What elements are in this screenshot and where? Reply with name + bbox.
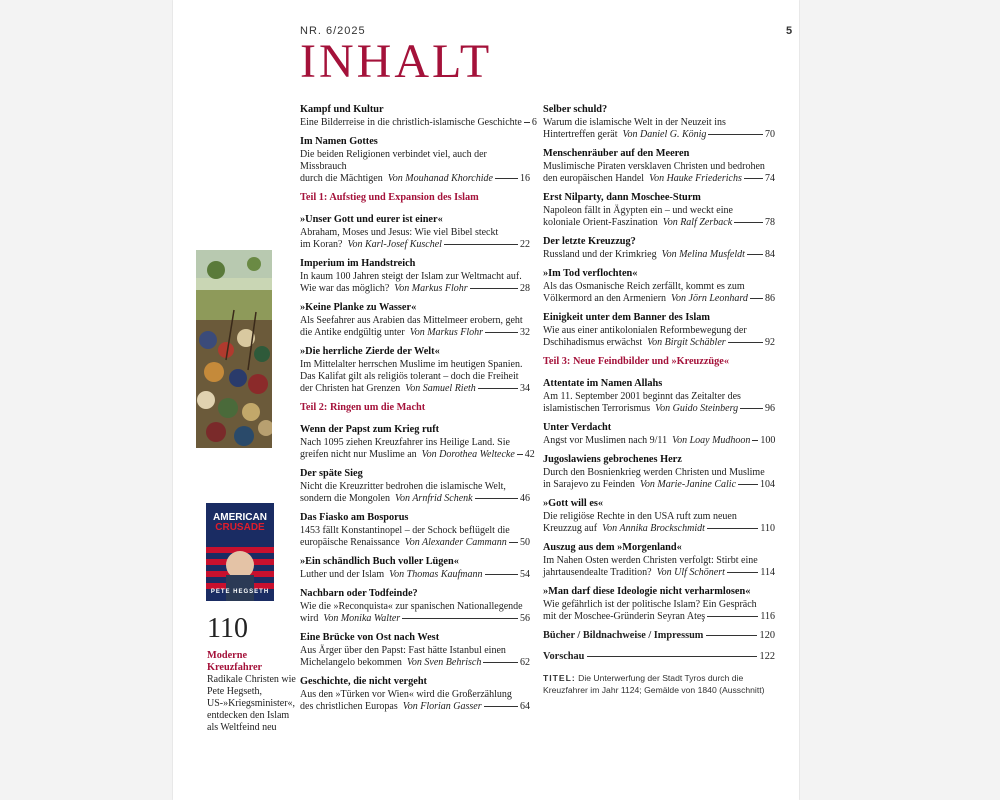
entry-teaser-end: sondern die Mongolen bbox=[300, 493, 390, 504]
entry-teaser-end: der Christen hat Grenzen bbox=[300, 383, 401, 394]
painting-image bbox=[196, 250, 272, 448]
toc-entry[interactable] bbox=[543, 268, 775, 305]
leader-rule bbox=[706, 635, 756, 636]
entry-last-line bbox=[300, 493, 530, 505]
entry-last-line bbox=[543, 173, 775, 185]
leader-rule bbox=[752, 440, 758, 441]
entry-page: 32 bbox=[520, 327, 530, 338]
entry-teaser-end: europäische Renaissance bbox=[300, 537, 400, 548]
entry-last-line bbox=[300, 701, 530, 713]
entry-author: Von Ulf Schönert bbox=[656, 567, 725, 578]
leader-rule bbox=[402, 618, 518, 619]
cover-title-line2: CRUSADE bbox=[215, 522, 265, 533]
toc-entry[interactable] bbox=[300, 104, 537, 129]
leader-rule bbox=[740, 408, 763, 409]
entry-author: Von Thomas Kaufmann bbox=[389, 569, 483, 580]
leader-rule bbox=[708, 134, 763, 135]
entry-last-line bbox=[300, 537, 530, 549]
cover-author: PETE HEGSETH bbox=[210, 589, 270, 595]
entry-teaser-end: greifen nicht nur Muslime an bbox=[300, 449, 417, 460]
entry-description: Napoleon fällt in Ägypten ein – und weckt eine bbox=[543, 205, 733, 216]
feature-page-number: 110 bbox=[207, 613, 248, 644]
entry-heading: »Man darf diese Ideologie nicht verharmlosen« bbox=[543, 586, 751, 597]
toc-entry[interactable] bbox=[300, 556, 530, 581]
book-cover bbox=[206, 503, 274, 601]
section-heading: Teil 3: Neue Feindbilder und »Kreuzzüge« bbox=[543, 356, 730, 367]
entry-heading: »Im Tod verflochten« bbox=[543, 268, 638, 279]
entry-heading: Geschichte, die nicht vergeht bbox=[300, 676, 427, 687]
entry-page: 92 bbox=[765, 337, 775, 348]
leader-rule bbox=[738, 484, 758, 485]
entry-page: 74 bbox=[765, 173, 775, 184]
entry-page: 54 bbox=[520, 569, 530, 580]
entry-teaser-end: Kreuzzug auf bbox=[543, 523, 598, 534]
leader-rule bbox=[470, 288, 518, 289]
entry-author: Von Marie-Janine Calic bbox=[639, 479, 737, 490]
toc-entry[interactable] bbox=[300, 676, 530, 713]
leader-rule bbox=[485, 574, 519, 575]
entry-page: 62 bbox=[520, 657, 530, 668]
entry-author: Von Daniel G. König bbox=[622, 129, 707, 140]
entry-heading: Wenn der Papst zum Krieg ruft bbox=[300, 424, 440, 435]
leader-rule bbox=[517, 454, 523, 455]
page-title: INHALT bbox=[300, 35, 493, 88]
entry-teaser-end: Hintertreffen gerät bbox=[543, 129, 618, 140]
entry-author: Von Ralf Zerback bbox=[662, 217, 733, 228]
leader-rule bbox=[707, 528, 758, 529]
entry-author: Von Arnfrid Schenk bbox=[395, 493, 473, 504]
entry-teaser-end: Angst vor Muslimen nach 9/11 bbox=[543, 435, 668, 446]
entry-page: 34 bbox=[520, 383, 530, 394]
page-number: 5 bbox=[786, 25, 793, 37]
toc-entry[interactable] bbox=[543, 104, 775, 141]
entry-last-line bbox=[543, 129, 775, 141]
entry-heading: Im Namen Gottes bbox=[300, 136, 378, 147]
entry-last-line bbox=[543, 217, 775, 229]
entry-description: Wie die »Reconquista« zur spanischen Nationallegende bbox=[300, 601, 523, 612]
entry-last-line bbox=[543, 403, 775, 415]
entry-heading: »Keine Planke zu Wasser« bbox=[300, 302, 417, 313]
toc-right-column bbox=[543, 104, 775, 696]
toc-entry[interactable] bbox=[543, 192, 775, 229]
entry-author: Von Sven Behrisch bbox=[406, 657, 482, 668]
leader-rule bbox=[444, 244, 518, 245]
entry-page: 122 bbox=[759, 651, 775, 662]
section-heading: Teil 2: Ringen um die Macht bbox=[300, 402, 426, 413]
entry-page: 28 bbox=[520, 283, 530, 294]
entry-description: Durch den Bosnienkrieg werden Christen und Muslime bbox=[543, 467, 765, 478]
entry-teaser-end: koloniale Orient-Faszination bbox=[543, 217, 658, 228]
entry-last-line bbox=[300, 657, 530, 669]
leader-rule bbox=[734, 222, 763, 223]
entry-last-line bbox=[543, 249, 775, 261]
entry-page: 120 bbox=[759, 630, 775, 641]
leader-rule bbox=[475, 498, 518, 499]
entry-description: Im Mittelalter herrschen Muslime im heutigen Spanien. Das Kalifat gilt als religiös tolerant – doch die Freiheit bbox=[300, 359, 523, 382]
entry-description: Aus Ärger über den Papst: Fast hätte Istanbul einen bbox=[300, 645, 506, 656]
entry-heading: Selber schuld? bbox=[543, 104, 608, 115]
leader-rule bbox=[509, 542, 518, 543]
entry-last-line bbox=[543, 337, 775, 349]
leader-rule bbox=[747, 254, 763, 255]
entry-last-line bbox=[300, 569, 530, 581]
toc-entry-simple[interactable] bbox=[543, 630, 775, 641]
entry-last-line bbox=[300, 173, 530, 185]
entry-page: 110 bbox=[760, 523, 775, 534]
entry-author: Von Jörn Leonhard bbox=[671, 293, 748, 304]
entry-last-line bbox=[543, 611, 775, 623]
entry-heading: Menschenräuber auf den Meeren bbox=[543, 148, 690, 159]
entry-page: 16 bbox=[520, 173, 530, 184]
toc-entry[interactable] bbox=[543, 498, 775, 535]
entry-author: Von Loay Mudhoon bbox=[672, 435, 751, 446]
entry-teaser-end: mit der Moschee-Gründerin Seyran Ateş bbox=[543, 611, 706, 622]
entry-description: 1453 fällt Konstantinopel – der Schock beflügelt die bbox=[300, 525, 510, 536]
entry-heading: Eine Brücke von Ost nach West bbox=[300, 632, 440, 643]
entry-heading: Einigkeit unter dem Banner des Islam bbox=[543, 312, 710, 323]
entry-heading: Der späte Sieg bbox=[300, 468, 363, 479]
entry-last-line bbox=[543, 523, 775, 535]
entry-teaser-end: durch die Mächtigen bbox=[300, 173, 383, 184]
entry-teaser-end: Eine Bilderreise in die christlich-islamische Geschichte bbox=[300, 117, 522, 128]
entry-author: Von Samuel Rieth bbox=[405, 383, 476, 394]
entry-heading: Das Fiasko am Bosporus bbox=[300, 512, 409, 523]
entry-author: Von Florian Gasser bbox=[402, 701, 482, 712]
entry-description: In kaum 100 Jahren steigt der Islam zur Weltmacht auf. bbox=[300, 271, 522, 282]
entry-last-line bbox=[300, 613, 530, 625]
entry-description: Aus den »Türken vor Wien« wird die Großerzählung bbox=[300, 689, 512, 700]
leader-rule bbox=[484, 706, 518, 707]
entry-teaser-end: islamistischen Terrorismus bbox=[543, 403, 651, 414]
entry-description: Wie aus einer antikolonialen Reformbewegung der bbox=[543, 325, 747, 336]
toc-entry[interactable] bbox=[543, 148, 775, 185]
leader-rule bbox=[727, 572, 758, 573]
entry-heading: Erst Nilparty, dann Moschee-Sturm bbox=[543, 192, 701, 203]
entry-page: 6 bbox=[531, 117, 537, 128]
entry-teaser-end: in Sarajevo zu Feinden bbox=[543, 479, 635, 490]
entry-page: 42 bbox=[524, 449, 535, 460]
entry-author: Von Karl-Josef Kuschel bbox=[347, 239, 442, 250]
entry-teaser-end: des christlichen Europas bbox=[300, 701, 398, 712]
toc-entry[interactable] bbox=[543, 422, 775, 447]
toc-entry[interactable] bbox=[300, 302, 530, 339]
entry-heading: »Die herrliche Zierde der Welt« bbox=[300, 346, 440, 357]
entry-description: Die religiöse Rechte in den USA ruft zum neuen bbox=[543, 511, 737, 522]
entry-teaser-end: Wie war das möglich? bbox=[300, 283, 390, 294]
toc-entry[interactable] bbox=[300, 214, 530, 251]
entry-heading: Kampf und Kultur bbox=[300, 104, 384, 115]
entry-heading: Imperium im Handstreich bbox=[300, 258, 416, 269]
issue-number: NR. 6/2025 bbox=[300, 25, 366, 37]
toc-entry[interactable] bbox=[543, 312, 775, 349]
leader-rule bbox=[485, 332, 518, 333]
entry-description: Nicht die Kreuzritter bedrohen die islamische Welt, bbox=[300, 481, 506, 492]
entry-author: Von Guido Steinberg bbox=[655, 403, 739, 414]
toc-entry[interactable] bbox=[300, 588, 530, 625]
entry-author: Von Mouhanad Khorchide bbox=[387, 173, 493, 184]
entry-teaser-end: wird bbox=[300, 613, 319, 624]
toc-entry[interactable] bbox=[543, 586, 775, 623]
entry-teaser-end: im Koran? bbox=[300, 239, 343, 250]
entry-heading: Unter Verdacht bbox=[543, 422, 612, 433]
leader-rule bbox=[728, 342, 763, 343]
entry-teaser-end: Russland und der Krimkrieg bbox=[543, 249, 657, 260]
entry-title: Bücher / Bildnachweise / Impressum bbox=[543, 630, 704, 641]
entry-last-line bbox=[300, 117, 537, 129]
entry-description: Die beiden Religionen verbindet viel, auch der Missbrauch bbox=[300, 149, 487, 172]
entry-page: 96 bbox=[765, 403, 775, 414]
entry-author: Von Melina Musfeldt bbox=[661, 249, 745, 260]
entry-last-line bbox=[543, 435, 775, 447]
toc-right-items bbox=[543, 104, 775, 662]
entry-author: Von Monika Walter bbox=[323, 613, 401, 624]
entry-teaser-end: jahrtausendealte Tradition? bbox=[543, 567, 652, 578]
entry-description: Am 11. September 2001 beginnt das Zeitalter des bbox=[543, 391, 741, 402]
entry-author: Von Dorothea Weltecke bbox=[421, 449, 515, 460]
entry-teaser-end: die Antike endgültig unter bbox=[300, 327, 405, 338]
entry-description: Muslimische Piraten versklaven Christen und bedrohen bbox=[543, 161, 765, 172]
entry-description: Abraham, Moses und Jesus: Wie viel Bibel steckt bbox=[300, 227, 499, 238]
leader-rule bbox=[587, 656, 756, 657]
entry-page: 70 bbox=[765, 129, 775, 140]
entry-title: Vorschau bbox=[543, 651, 585, 662]
entry-page: 50 bbox=[520, 537, 530, 548]
entry-last-line bbox=[543, 567, 775, 579]
entry-heading: Nachbarn oder Todfeinde? bbox=[300, 588, 418, 599]
entry-teaser-end: Völkermord an den Armeniern bbox=[543, 293, 667, 304]
toc-entry[interactable] bbox=[300, 346, 530, 395]
leader-rule bbox=[524, 122, 530, 123]
entry-author: Von Annika Brockschmidt bbox=[602, 523, 705, 534]
cover-caption bbox=[543, 672, 775, 696]
crusader-painting-illustration bbox=[196, 250, 272, 448]
entry-author: Von Markus Flohr bbox=[409, 327, 484, 338]
entry-teaser-end: Luther und der Islam bbox=[300, 569, 385, 580]
entry-last-line bbox=[543, 293, 775, 305]
entry-page: 78 bbox=[765, 217, 775, 228]
entry-last-line bbox=[300, 383, 530, 395]
entry-last-line bbox=[300, 283, 530, 295]
entry-description: Wie gefährlich ist der politische Islam? Ein Gespräch bbox=[543, 599, 757, 610]
entry-teaser-end: Michelangelo bekommen bbox=[300, 657, 402, 668]
leader-rule bbox=[483, 662, 518, 663]
entry-heading: Jugoslawiens gebrochenes Herz bbox=[543, 454, 682, 465]
entry-heading: Auszug aus dem »Morgenland« bbox=[543, 542, 682, 553]
entry-last-line bbox=[300, 449, 535, 461]
entry-page: 100 bbox=[760, 435, 776, 446]
entry-last-line bbox=[300, 327, 530, 339]
entry-heading: Der letzte Kreuzzug? bbox=[543, 236, 636, 247]
entry-page: 84 bbox=[765, 249, 775, 260]
entry-heading: »Gott will es« bbox=[543, 498, 604, 509]
cover-title bbox=[206, 513, 274, 533]
entry-page: 64 bbox=[520, 701, 530, 712]
caption-text: Die Unterwerfung der Stadt Tyros durch die Kreuzfahrer im Jahr 1124; Gemälde von 1840 (Ausschnitt) bbox=[543, 673, 765, 695]
entry-teaser-end: Dschihadismus erwächst bbox=[543, 337, 643, 348]
toc-entry[interactable] bbox=[300, 512, 530, 549]
entry-last-line bbox=[300, 239, 530, 251]
entry-page: 56 bbox=[520, 613, 530, 624]
toc-left-column bbox=[300, 104, 537, 720]
leader-rule bbox=[495, 178, 518, 179]
toc-entry[interactable] bbox=[543, 542, 775, 579]
entry-heading: »Ein schändlich Buch voller Lügen« bbox=[300, 556, 459, 567]
leader-rule bbox=[750, 298, 763, 299]
toc-entry[interactable] bbox=[543, 454, 775, 491]
leader-rule bbox=[744, 178, 763, 179]
feature-description: Radikale Christen wie Pete Hegseth, US-»Kriegsminister«, entdecken den Islam als Weltfeind neu bbox=[207, 674, 296, 733]
entry-description: Nach 1095 ziehen Kreuzfahrer ins Heilige Land. Sie bbox=[300, 437, 510, 448]
leader-rule bbox=[478, 388, 518, 389]
entry-teaser-end: den europäischen Handel bbox=[543, 173, 645, 184]
toc-entry[interactable] bbox=[300, 632, 530, 669]
entry-author: Von Alexander Cammann bbox=[404, 537, 507, 548]
entry-page: 104 bbox=[760, 479, 775, 490]
toc-entry[interactable] bbox=[300, 136, 530, 185]
caption-label: TITEL: bbox=[543, 673, 576, 683]
toc-entry[interactable] bbox=[543, 236, 775, 261]
feature-headline: Moderne Kreuzfahrer bbox=[207, 650, 263, 673]
entry-heading: »Unser Gott und eurer ist einer« bbox=[300, 214, 443, 225]
toc-entry[interactable] bbox=[300, 468, 530, 505]
entry-page: 22 bbox=[520, 239, 530, 250]
entry-heading: Attentate im Namen Allahs bbox=[543, 378, 663, 389]
toc-entry[interactable] bbox=[543, 378, 775, 415]
section-heading: Teil 1: Aufstieg und Expansion des Islam bbox=[300, 192, 479, 203]
entry-description: Warum die islamische Welt in der Neuzeit ins bbox=[543, 117, 726, 128]
entry-page: 114 bbox=[760, 567, 775, 578]
entry-description: Als das Osmanische Reich zerfällt, kommt es zum bbox=[543, 281, 745, 292]
leader-rule bbox=[707, 616, 758, 617]
entry-page: 86 bbox=[765, 293, 775, 304]
toc-entry[interactable] bbox=[300, 258, 530, 295]
entry-last-line bbox=[543, 479, 775, 491]
entry-page: 46 bbox=[520, 493, 530, 504]
toc-entry-simple[interactable] bbox=[543, 651, 775, 662]
entry-author: Von Hauke Friederichs bbox=[649, 173, 742, 184]
entry-author: Von Birgit Schäbler bbox=[647, 337, 726, 348]
entry-description: Als Seefahrer aus Arabien das Mittelmeer erobern, geht bbox=[300, 315, 523, 326]
toc-entry[interactable] bbox=[300, 424, 535, 461]
entry-page: 116 bbox=[760, 611, 775, 622]
cover-title-line1: AMERICAN bbox=[213, 512, 267, 523]
entry-description: Im Nahen Osten werden Christen verfolgt: Stirbt eine bbox=[543, 555, 758, 566]
entry-author: Von Markus Flohr bbox=[394, 283, 468, 294]
